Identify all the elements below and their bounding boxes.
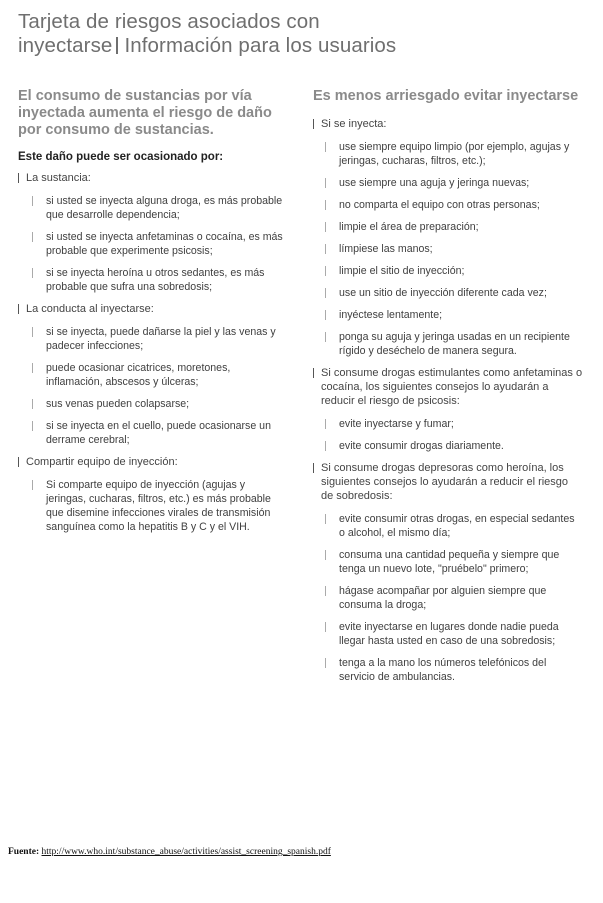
item-list [313, 417, 583, 453]
title-line-1: Tarjeta de riesgos asociados con [18, 10, 320, 33]
list-item: tenga a la mano los números telefónicos del servicio de ambulancias. [325, 656, 583, 684]
section-heading: Compartir equipo de inyección: [18, 455, 288, 469]
section-heading: Si se inyecta: [313, 117, 583, 131]
list-item: evite consumir drogas diariamente. [325, 439, 583, 453]
list-item: consuma una cantidad pequeña y siempre que tenga un nuevo lote, "pruébelo" primero; [325, 548, 583, 576]
list-item: Si comparte equipo de inyección (agujas y jeringas, cucharas, filtros, etc.) es más probable que disemine infecciones virales de transmisión sanguínea como la hepatitis B y C y el VIH. [32, 478, 288, 534]
list-item: no comparta el equipo con otras personas; [325, 198, 583, 212]
item-list [18, 325, 288, 447]
right-section-stimulants [313, 366, 583, 453]
list-item: inyéctese lentamente; [325, 308, 583, 322]
page-title [18, 10, 588, 58]
list-item: ponga su aguja y jeringa usadas en un recipiente rígido y deséchelo de manera segura. [325, 330, 583, 358]
left-intro: Este daño puede ser ocasionado por: [18, 151, 224, 163]
list-item: si usted se inyecta anfetaminas o cocaína, es más probable que experimente psicosis; [32, 230, 288, 258]
item-list [18, 478, 288, 534]
title-line-2a: inyectarse [18, 34, 113, 57]
item-list [313, 512, 583, 684]
right-section-if-inject [313, 117, 583, 358]
list-item: sus venas pueden colapsarse; [32, 397, 288, 411]
section-heading: Si consume drogas depresoras como heroína, los siguientes consejos lo ayudarán a reducir el riesgo de sobredosis: [313, 461, 583, 503]
list-item: si se inyecta heroína u otros sedantes, es más probable que sufra una sobredosis; [32, 266, 288, 294]
section-heading: Si consume drogas estimulantes como anfetaminas o cocaína, los siguientes consejos lo ayudarán a reducir el riesgo de psicosis: [313, 366, 583, 408]
bullet-bar [313, 119, 314, 129]
list-item: si se inyecta, puede dañarse la piel y las venas y padecer infecciones; [32, 325, 288, 353]
title-line-2b: Información para los usuarios [124, 34, 397, 57]
right-subheading: Es menos arriesgado evitar inyectarse [313, 88, 579, 104]
bullet-bar [313, 463, 314, 473]
left-section-behavior [18, 302, 288, 447]
source-line [8, 847, 331, 857]
bullet-bar [313, 368, 314, 378]
list-item: puede ocasionar cicatrices, moretones, inflamación, abscesos y úlceras; [32, 361, 288, 389]
left-section-substance [18, 171, 288, 294]
title-line-2 [18, 34, 588, 58]
title-separator [116, 37, 118, 54]
bullet-bar [18, 173, 19, 183]
bullet-bar [18, 304, 19, 314]
list-item: hágase acompañar por alguien siempre que consuma la droga; [325, 584, 583, 612]
item-list [18, 194, 288, 294]
left-column [18, 88, 288, 542]
right-column [313, 88, 583, 692]
list-item: use siempre una aguja y jeringa nuevas; [325, 176, 583, 190]
left-section-sharing [18, 455, 288, 534]
section-heading: La sustancia: [18, 171, 288, 185]
source-label: Fuente: [8, 847, 40, 857]
left-subheading: El consumo de sustancias por vía inyectada aumenta el riesgo de daño por consumo de sustancias. [18, 88, 272, 138]
item-list [313, 140, 583, 358]
list-item: evite consumir otras drogas, en especial sedantes o alcohol, el mismo día; [325, 512, 583, 540]
list-item: use siempre equipo limpio (por ejemplo, agujas y jeringas, cucharas, filtros, etc.); [325, 140, 583, 168]
section-heading: La conducta al inyectarse: [18, 302, 288, 316]
right-section-depressants [313, 461, 583, 684]
list-item: evite inyectarse en lugares donde nadie pueda llegar hasta usted en caso de una sobredosis; [325, 620, 583, 648]
list-item: límpiese las manos; [325, 242, 583, 256]
list-item: evite inyectarse y fumar; [325, 417, 583, 431]
list-item: limpie el área de preparación; [325, 220, 583, 234]
list-item: limpie el sitio de inyección; [325, 264, 583, 278]
list-item: use un sitio de inyección diferente cada vez; [325, 286, 583, 300]
list-item: si se inyecta en el cuello, puede ocasionarse un derrame cerebral; [32, 419, 288, 447]
list-item: si usted se inyecta alguna droga, es más probable que desarrolle dependencia; [32, 194, 288, 222]
source-link[interactable]: http://www.who.int/substance_abuse/activities/assist_screening_spanish.pdf [41, 847, 331, 857]
bullet-bar [18, 457, 19, 467]
